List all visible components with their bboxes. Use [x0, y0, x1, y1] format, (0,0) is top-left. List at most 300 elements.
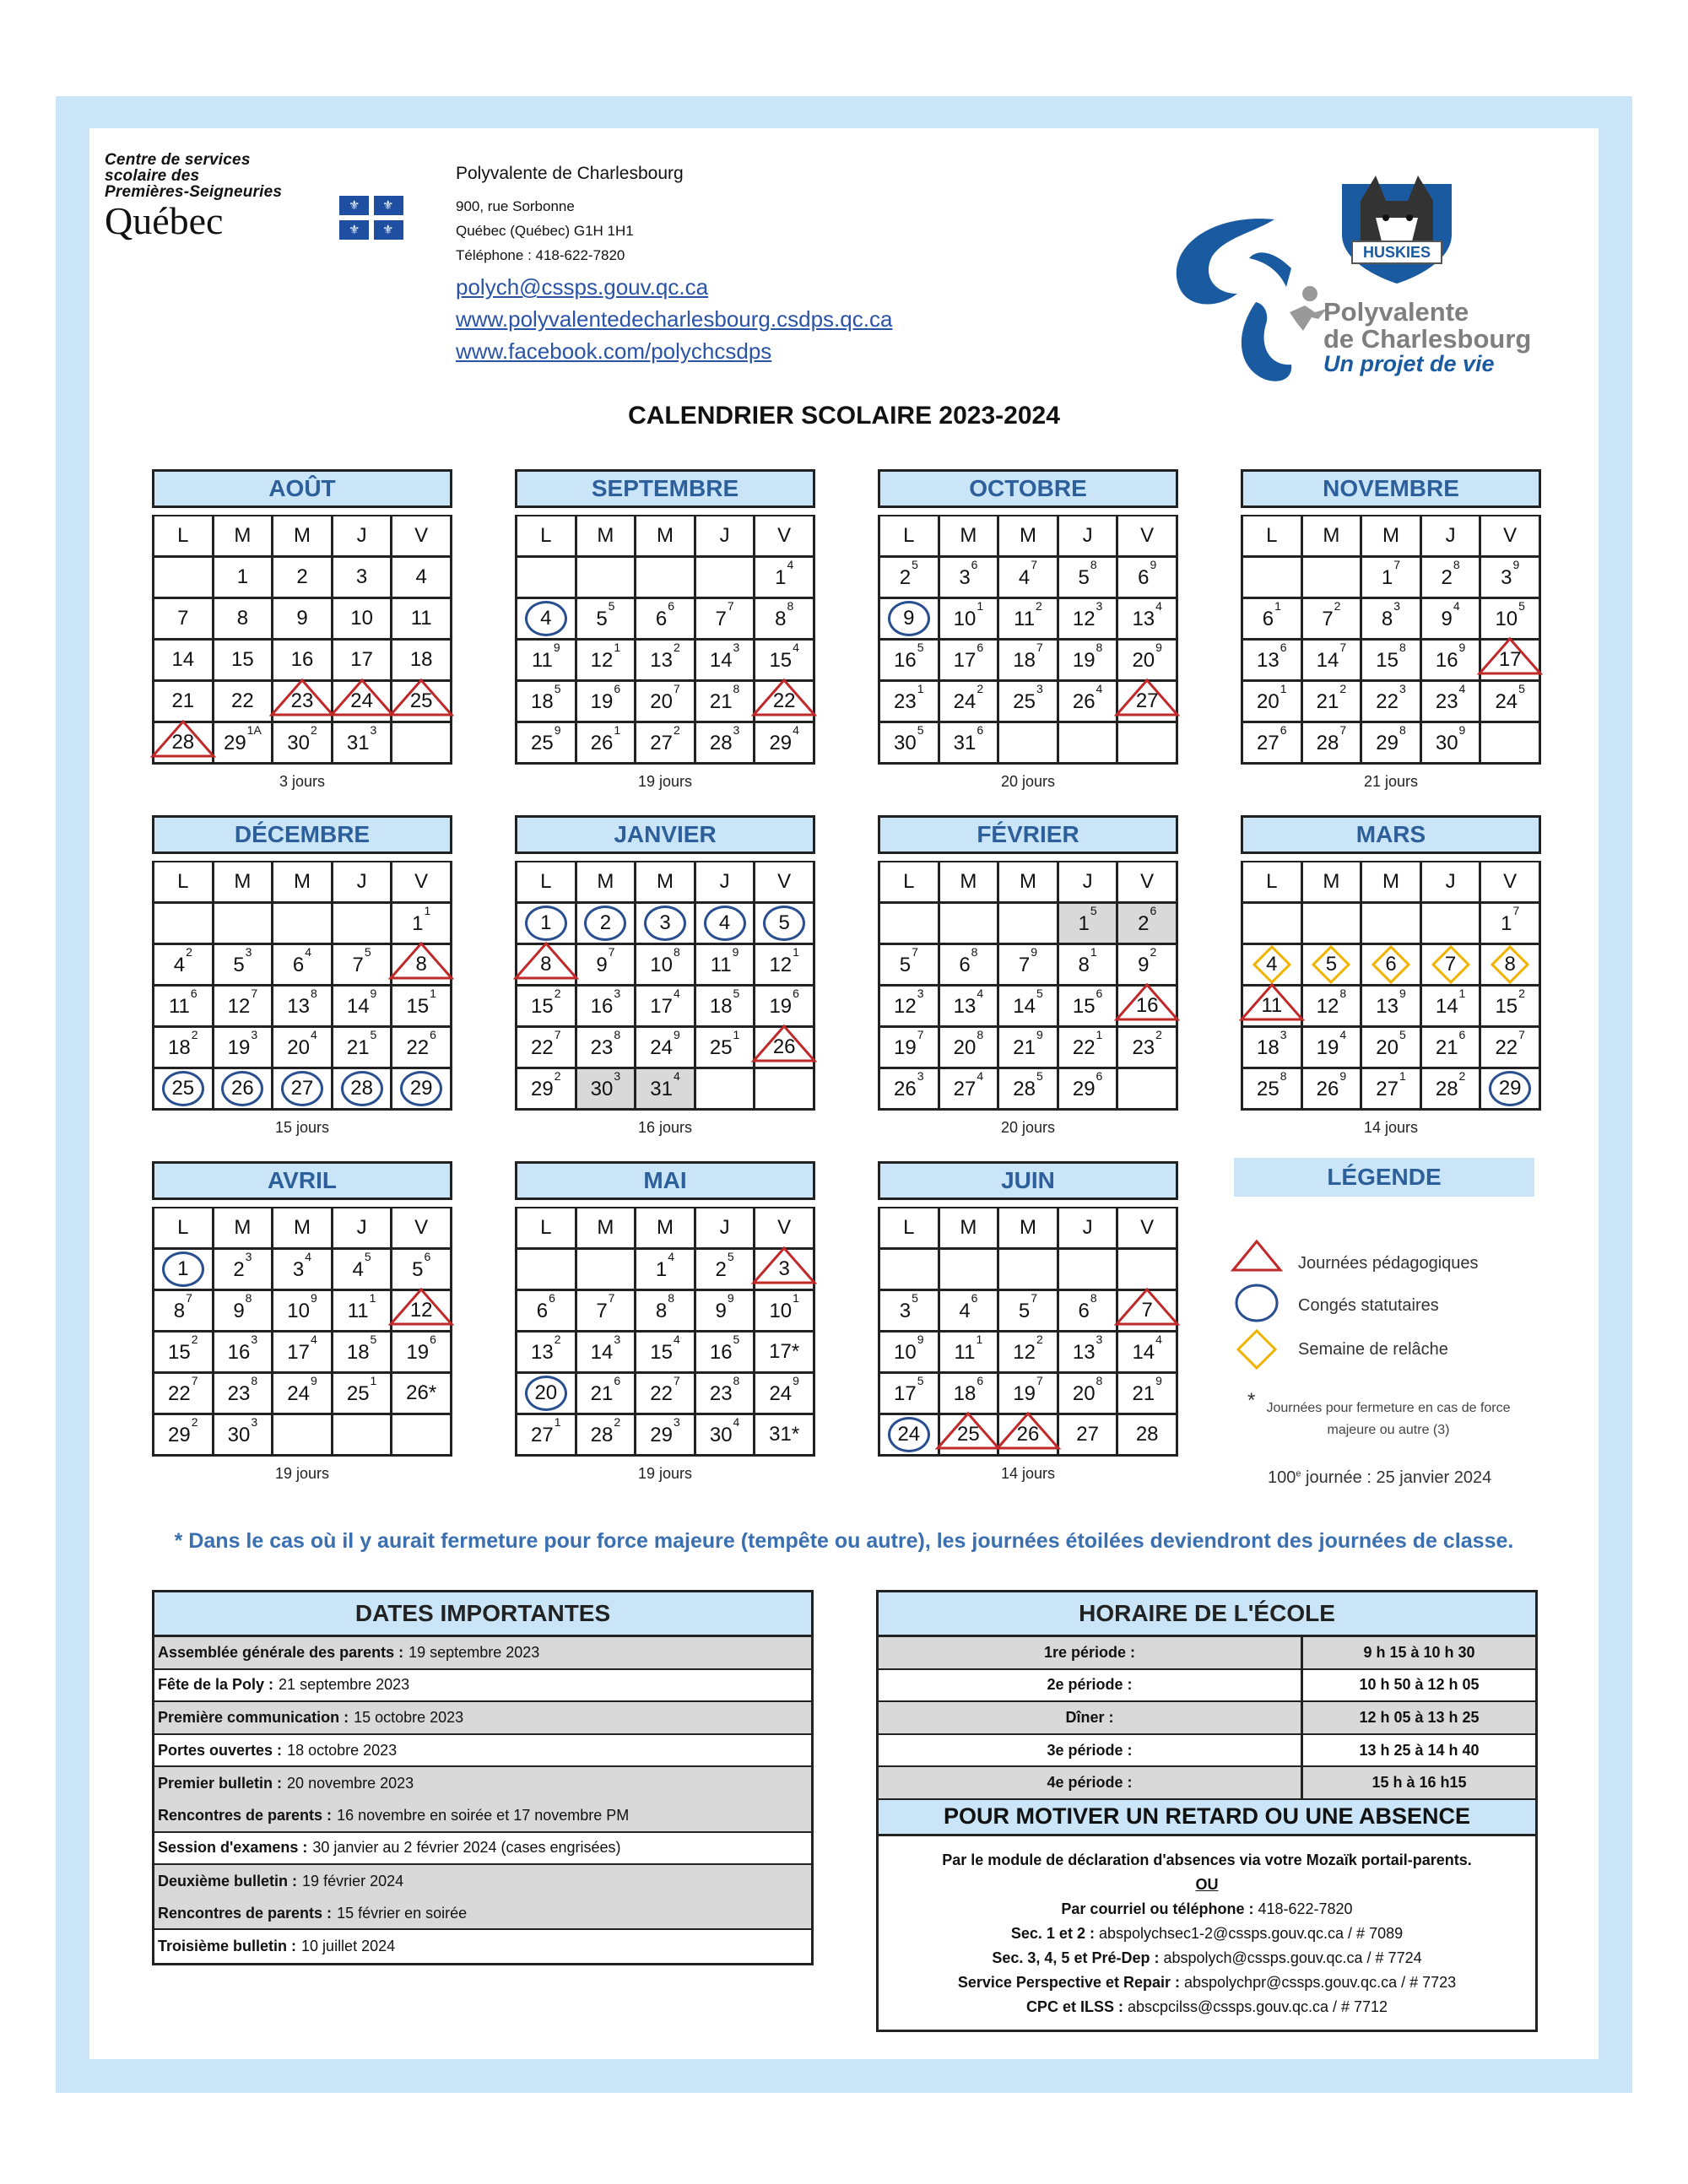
period-time: 13 h 25 à 14 h 40 — [1359, 1741, 1480, 1759]
day-number — [1013, 1027, 1043, 1060]
month-9 — [515, 1161, 815, 1483]
email-link[interactable]: polych@cssps.gouv.qc.ca — [456, 274, 709, 300]
day-value: 12 — [769, 953, 793, 976]
cycle-day: 3 — [251, 1027, 258, 1041]
day-cell — [577, 1069, 637, 1111]
facebook-link[interactable]: www.facebook.com/polychcsdps — [456, 338, 772, 364]
cycle-day: 6 — [424, 1249, 431, 1263]
cycle-day: 3 — [673, 1414, 680, 1429]
day-number — [1136, 994, 1159, 1018]
day-value: 10 — [350, 607, 373, 630]
contact-value[interactable]: abspolych@cssps.gouv.qc.ca / # 7724 — [1163, 1949, 1422, 1966]
day-value: 16 — [590, 994, 614, 1018]
day-number — [894, 1332, 924, 1365]
day-cell — [577, 1250, 637, 1291]
cycle-day: 8 — [977, 1027, 984, 1041]
day-number — [650, 1332, 680, 1365]
day-value: 10 — [650, 953, 673, 976]
day-value: 5 — [899, 953, 912, 976]
day-number — [710, 944, 739, 977]
day-cell — [940, 945, 1000, 987]
day-number — [531, 1332, 561, 1365]
day-number — [1435, 640, 1466, 673]
weekday-header: M — [273, 862, 333, 904]
cycle-day: 4 — [305, 944, 312, 959]
cycle-day: 9 — [793, 1373, 799, 1387]
day-value: 20 — [1376, 1035, 1399, 1059]
day-value: 26 — [231, 1077, 254, 1100]
day-number — [1018, 944, 1038, 977]
day-number — [1014, 598, 1042, 631]
month-grid — [878, 861, 1178, 1111]
day-cell — [577, 641, 637, 682]
day-cell — [392, 682, 452, 723]
day-cell — [940, 987, 1000, 1028]
day-cell — [517, 904, 577, 945]
day-number — [590, 1373, 621, 1406]
day-cell — [1481, 599, 1541, 641]
day-cell — [1481, 987, 1541, 1028]
day-number — [168, 1373, 198, 1406]
day-number — [1322, 598, 1341, 631]
weekday-header: J — [333, 516, 393, 558]
day-number — [1376, 640, 1406, 673]
cycle-day: 5 — [554, 681, 561, 695]
day-number — [1385, 953, 1396, 976]
day-value: 4 — [173, 953, 186, 976]
day-cell — [1118, 904, 1178, 945]
day-value: 20 — [1132, 648, 1155, 672]
day-cell — [636, 723, 696, 765]
day-value: 14 — [1435, 994, 1458, 1018]
day-value: 16 — [227, 1340, 251, 1364]
day-cell — [1118, 1291, 1178, 1333]
day-value: 8 — [173, 1299, 186, 1322]
day-cell — [1303, 558, 1363, 599]
day-cell — [1481, 1069, 1541, 1111]
day-cell — [577, 682, 637, 723]
day-cell — [999, 1069, 1059, 1111]
day-value: 4 — [540, 607, 552, 630]
website-link[interactable]: www.polyvalentedecharlesbourg.csdps.qc.ca — [456, 306, 893, 332]
day-number — [231, 1077, 254, 1100]
day-number — [709, 986, 740, 1019]
cycle-day: 5 — [608, 598, 615, 613]
cycle-day: 5 — [1036, 986, 1043, 1000]
day-value: 19 — [227, 1035, 251, 1059]
day-value: 13 — [287, 994, 310, 1018]
school-phone: Téléphone : 418-622-7820 — [456, 247, 625, 263]
contact-value[interactable]: abspolychpr@cssps.gouv.qc.ca / # 7723 — [1184, 1973, 1457, 1991]
day-value: 24 — [897, 1423, 921, 1446]
day-cell — [1059, 1250, 1119, 1291]
day-value: 13 — [1376, 994, 1399, 1018]
day-number — [773, 1035, 796, 1059]
cycle-day: 8 — [1399, 722, 1406, 737]
day-value: 3 — [1501, 565, 1512, 589]
day-value: 16 — [290, 648, 314, 671]
month-title: MAI — [515, 1161, 815, 1200]
date-label: Premier bulletin : — [158, 1775, 283, 1792]
day-value: 1 — [177, 1257, 189, 1280]
day-cell — [273, 723, 333, 765]
day-cell — [880, 599, 940, 641]
cycle-day: 6 — [971, 557, 978, 571]
day-number — [1316, 681, 1347, 714]
day-number — [352, 944, 371, 977]
month-day-count: 15 jours — [274, 1119, 330, 1136]
day-cell — [214, 682, 274, 723]
day-value: 19 — [1316, 1035, 1339, 1059]
day-cell — [154, 1374, 214, 1415]
day-value: 31 — [346, 731, 370, 754]
cycle-day: 1 — [614, 640, 621, 654]
day-number — [227, 1414, 258, 1447]
day-value: 30 — [590, 1077, 614, 1100]
weekday-header: M — [1362, 862, 1422, 904]
cycle-day: 6 — [614, 1373, 621, 1387]
cycle-day: 2 — [554, 1332, 561, 1346]
legend-item-statutaires: Congés statutaires — [1298, 1296, 1439, 1315]
day-number — [1435, 986, 1466, 1019]
weekday-header: J — [333, 862, 393, 904]
day-number — [953, 1068, 984, 1101]
day-number — [540, 911, 551, 935]
day-cell — [1422, 987, 1482, 1028]
day-value: 6 — [536, 1299, 549, 1322]
cycle-day: 2 — [191, 1414, 198, 1429]
cycle-day: 8 — [1096, 640, 1103, 654]
day-number — [171, 689, 194, 713]
day-cell — [940, 682, 1000, 723]
date-label: Rencontres de parents : — [158, 1904, 333, 1922]
day-cell — [1118, 1069, 1178, 1111]
day-cell — [940, 599, 1000, 641]
day-value: 26 — [772, 1035, 796, 1058]
day-cell — [214, 945, 274, 987]
day-cell — [333, 599, 393, 641]
day-cell — [1481, 945, 1541, 987]
day-value: 10 — [894, 1340, 917, 1364]
day-cell — [154, 904, 214, 945]
day-value: 17* — [769, 1340, 800, 1363]
day-value: 14 — [1316, 648, 1339, 672]
cycle-day: 7 — [673, 1373, 680, 1387]
weekday-header: L — [517, 516, 577, 558]
day-cell — [273, 1291, 333, 1333]
day-number — [596, 944, 615, 977]
day-cell — [1243, 558, 1303, 599]
day-value: 9 — [715, 1299, 727, 1322]
cycle-day: 7 — [1512, 903, 1520, 917]
day-number — [1138, 944, 1157, 977]
day-value: 1 — [236, 565, 249, 588]
day-number — [287, 1290, 317, 1323]
cycle-day: 8 — [1339, 986, 1347, 1000]
day-number — [1316, 1027, 1347, 1060]
day-number — [596, 598, 615, 631]
day-value: 2 — [296, 565, 308, 588]
day-value: 17 — [287, 1340, 310, 1364]
day-number — [296, 607, 307, 630]
day-value: 7 — [352, 953, 364, 976]
day-number — [1441, 557, 1460, 590]
day-value: 2 — [1138, 911, 1150, 935]
cycle-day: 9 — [1458, 722, 1466, 737]
day-cell — [880, 723, 940, 765]
day-cell — [755, 682, 815, 723]
day-value: 2 — [715, 1257, 727, 1281]
weekday-header: M — [1303, 516, 1363, 558]
day-cell — [1481, 904, 1541, 945]
day-number — [292, 944, 312, 977]
day-number — [650, 986, 680, 1019]
legend-diamond-icon — [1236, 1328, 1278, 1370]
address-block — [456, 164, 892, 367]
day-cell — [880, 1415, 940, 1457]
day-value: 1 — [540, 911, 552, 934]
day-value: 10 — [769, 1299, 793, 1322]
legend-item-releche: Semaine de relâche — [1298, 1340, 1448, 1359]
cycle-day: 3 — [614, 1068, 621, 1083]
cycle-day: 9 — [1512, 557, 1520, 571]
weekday-header: V — [755, 1208, 815, 1250]
weekday-header: L — [1243, 862, 1303, 904]
cycle-day: 9 — [554, 722, 561, 737]
cycle-day: 2 — [673, 722, 680, 737]
day-value: 28 — [1135, 1423, 1159, 1446]
cycle-day: 7 — [1036, 1373, 1043, 1387]
date-label: Rencontres de parents : — [158, 1806, 333, 1824]
day-number — [1501, 903, 1520, 936]
date-label: Fête de la Poly : — [158, 1676, 274, 1694]
day-value: 26 — [1316, 1077, 1339, 1100]
day-cell — [1422, 904, 1482, 945]
quebec-flag-icon: ⚜ ⚜ ⚜ ⚜ — [339, 196, 403, 240]
day-value: 18 — [709, 994, 733, 1018]
weekday-header: L — [154, 516, 214, 558]
month-day-count: 14 jours — [1000, 1465, 1056, 1482]
day-number — [715, 598, 734, 631]
month-grid — [152, 515, 452, 765]
day-number — [769, 986, 799, 1019]
day-value: 21 — [171, 689, 195, 712]
day-number — [1076, 1423, 1099, 1446]
weekday-header: M — [577, 1208, 637, 1250]
day-number — [231, 689, 254, 713]
cycle-day: 4 — [733, 1414, 740, 1429]
day-number — [769, 640, 799, 673]
day-value: 5 — [233, 953, 245, 976]
day-cell — [333, 904, 393, 945]
day-number — [406, 986, 436, 1019]
cycle-day: 7 — [251, 986, 258, 1000]
contact-line — [879, 1970, 1535, 1995]
day-number — [590, 1068, 621, 1101]
day-number — [959, 1290, 978, 1323]
day-value: 5 — [1078, 565, 1090, 589]
day-number — [1132, 640, 1162, 673]
day-cell — [273, 1069, 333, 1111]
day-number — [1078, 1290, 1097, 1323]
day-cell — [696, 945, 756, 987]
cycle-day: 9 — [1031, 944, 1038, 959]
day-cell — [154, 1291, 214, 1333]
day-value: 19 — [769, 994, 793, 1018]
cycle-day: 5 — [364, 944, 371, 959]
day-cell — [1303, 1069, 1363, 1111]
legend — [1234, 1158, 1534, 1197]
day-cell — [214, 723, 274, 765]
day-value: 28 — [590, 1423, 614, 1446]
day-number — [715, 1249, 734, 1282]
day-value: 27 — [1257, 731, 1280, 754]
horaire-table — [876, 1590, 1538, 2032]
day-cell — [636, 682, 696, 723]
day-number — [590, 722, 621, 755]
day-value: 15 — [231, 648, 254, 671]
contact-label: Sec. 1 et 2 : — [1010, 1924, 1095, 1942]
day-cell — [517, 1250, 577, 1291]
day-number — [1257, 1068, 1287, 1101]
day-cell — [517, 1333, 577, 1374]
day-value: 15 — [1495, 994, 1518, 1018]
day-value: 14 — [590, 1340, 614, 1364]
day-value: 30 — [227, 1423, 251, 1446]
day-cell — [1118, 1333, 1178, 1374]
cycle-day: 4 — [305, 1249, 312, 1263]
day-number — [346, 1332, 377, 1365]
date-value: 16 novembre en soirée et 17 novembre PM — [337, 1806, 630, 1824]
date-label: Troisième bulletin : — [158, 1938, 297, 1955]
day-number — [346, 1027, 377, 1060]
day-cell — [1422, 1028, 1482, 1069]
cycle-day: 3 — [733, 722, 740, 737]
cycle-day: 2 — [614, 1414, 621, 1429]
day-value: 10 — [1495, 607, 1518, 630]
day-number — [650, 722, 680, 755]
day-value: 21 — [1013, 1035, 1036, 1059]
day-value: 11 — [347, 1299, 369, 1322]
month-title: NOVEMBRE — [1241, 469, 1541, 508]
day-cell — [333, 1028, 393, 1069]
day-number — [959, 944, 978, 977]
cycle-day: 9 — [310, 1290, 317, 1305]
month-day-count: 19 jours — [637, 1465, 693, 1482]
weekday-header: L — [517, 862, 577, 904]
day-value: 30 — [894, 731, 917, 754]
day-value: 8 — [1078, 953, 1090, 976]
day-cell — [755, 1291, 815, 1333]
day-cell — [1481, 1028, 1541, 1069]
day-cell — [154, 558, 214, 599]
day-cell — [392, 1374, 452, 1415]
day-value: 6 — [959, 953, 971, 976]
day-cell — [1362, 1028, 1422, 1069]
month-title: DÉCEMBRE — [152, 815, 452, 854]
day-value: 1 — [1501, 911, 1512, 935]
logo-tagline: Un projet de vie — [1323, 351, 1495, 376]
cycle-day: 9 — [370, 986, 377, 1000]
contact-value[interactable]: abspolychsec1-2@cssps.gouv.qc.ca / # 7089 — [1098, 1924, 1404, 1942]
cycle-day: 2 — [673, 640, 680, 654]
day-cell — [577, 945, 637, 987]
day-value: 21 — [1435, 1035, 1458, 1059]
cycle-day: 1 — [1274, 598, 1281, 613]
day-cell — [154, 723, 214, 765]
weekday-header: M — [273, 516, 333, 558]
day-value: 28 — [1013, 1077, 1036, 1100]
date-value: 19 février 2024 — [302, 1872, 404, 1889]
cycle-day: 6 — [977, 1373, 984, 1387]
day-number — [287, 1027, 317, 1060]
day-number — [600, 911, 611, 935]
day-cell — [154, 641, 214, 682]
day-value: 12 — [1316, 994, 1339, 1018]
day-cell — [940, 1028, 1000, 1069]
day-cell — [214, 1069, 274, 1111]
cycle-day: 1 — [917, 681, 924, 695]
day-number — [233, 1290, 252, 1323]
period-label: 4e période : — [879, 1767, 1303, 1798]
day-value: 18 — [168, 1035, 191, 1059]
day-value: 29 — [168, 1423, 191, 1446]
day-value: 14 — [1132, 1340, 1155, 1364]
month-grid — [1241, 861, 1541, 1111]
day-number — [590, 1414, 621, 1447]
day-value: 14 — [709, 648, 733, 672]
day-cell — [755, 641, 815, 682]
contact-value[interactable]: abscpcilss@cssps.gouv.qc.ca / # 7712 — [1127, 1997, 1388, 2015]
month-title: OCTOBRE — [878, 469, 1178, 508]
day-cell — [999, 1374, 1059, 1415]
day-number — [1136, 1423, 1159, 1446]
day-cell — [154, 1069, 214, 1111]
day-cell — [940, 641, 1000, 682]
day-number — [1018, 1290, 1038, 1323]
day-number — [953, 598, 984, 631]
day-number — [1078, 903, 1097, 936]
cycle-day: 3 — [1096, 598, 1103, 613]
day-cell — [1362, 1069, 1422, 1111]
day-cell — [392, 987, 452, 1028]
day-cell — [392, 723, 452, 765]
day-cell — [1303, 641, 1363, 682]
day-cell — [880, 1250, 940, 1291]
day-cell — [273, 1333, 333, 1374]
day-number — [173, 944, 192, 977]
day-value: 29 — [1376, 731, 1399, 754]
day-number — [1376, 986, 1406, 1019]
day-cell — [273, 987, 333, 1028]
day-number — [1013, 681, 1043, 714]
month-grid — [878, 515, 1178, 765]
day-cell — [1362, 904, 1422, 945]
day-cell — [999, 904, 1059, 945]
day-value: 2 — [233, 1257, 245, 1281]
day-value: 11 — [168, 994, 190, 1018]
cycle-day: 5 — [1036, 1068, 1043, 1083]
day-cell — [755, 1374, 815, 1415]
month-title: SEPTEMBRE — [515, 469, 815, 508]
month-title: JANVIER — [515, 815, 815, 854]
day-value: 1 — [1078, 911, 1090, 935]
weekday-header: V — [1118, 516, 1178, 558]
day-value: 4 — [352, 1257, 364, 1281]
cycle-day: 9 — [727, 1290, 734, 1305]
day-cell — [333, 1069, 393, 1111]
day-value: 18 — [531, 689, 554, 713]
